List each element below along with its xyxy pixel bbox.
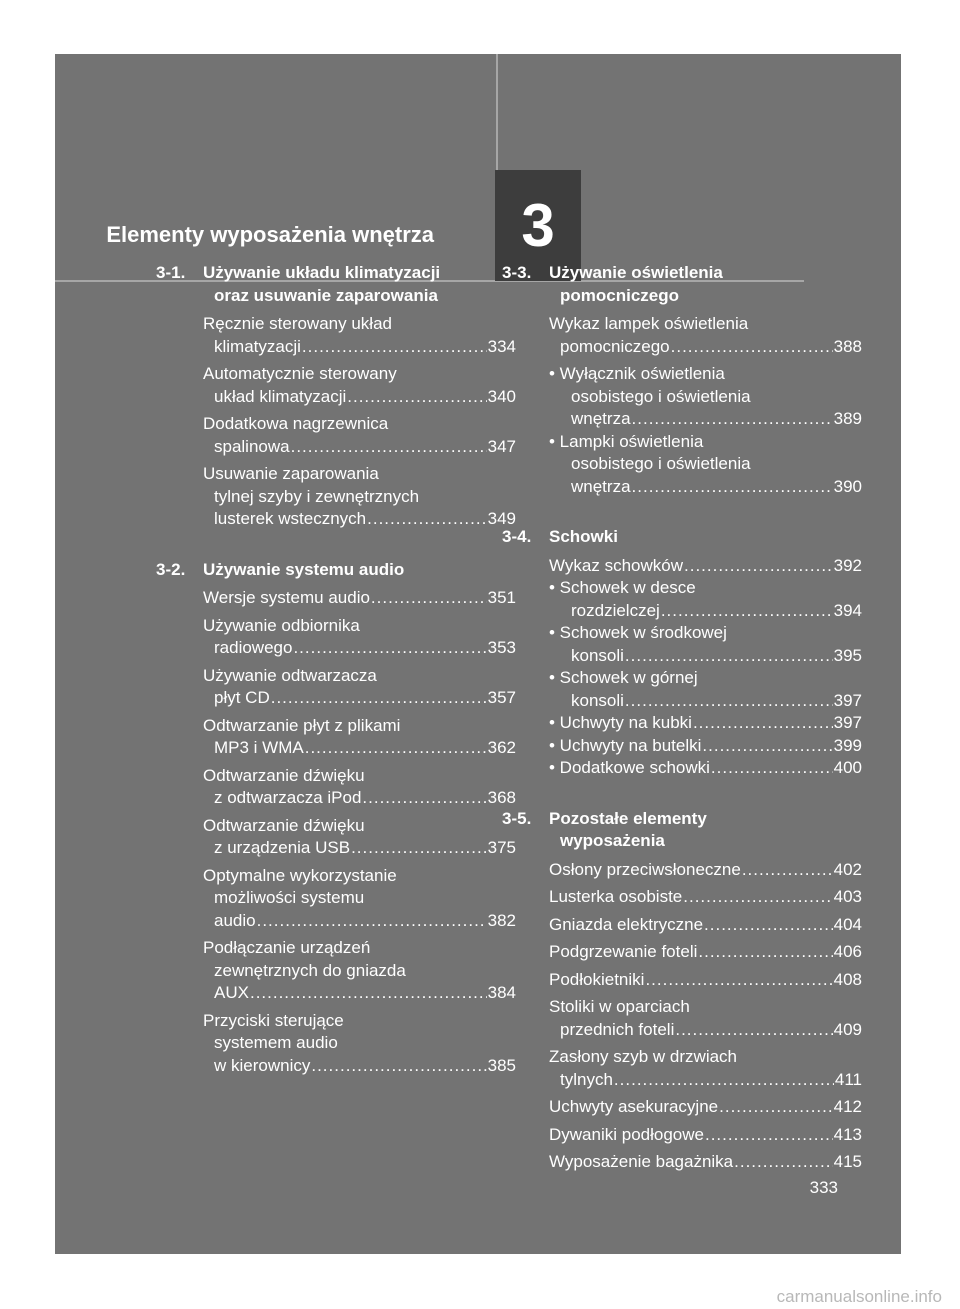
entry-text: Wersje systemu audio [203,588,370,607]
toc-entry-line: Przyciski sterujące [203,1010,344,1030]
toc-entry [203,587,516,610]
section-title-line: Używanie układu klimatyzacji [203,263,441,282]
entry-page-number: 347 [487,436,516,456]
dot-leader [625,645,833,668]
dot-leader [250,982,487,1005]
toc-entry-line-leader [549,969,862,992]
toc-entry-line: Odtwarzanie dźwięku [203,765,365,785]
dot-leader [671,336,833,359]
entry-text: audio [214,910,256,930]
toc-entry [203,665,516,710]
toc-right-column [502,262,862,1202]
toc-entry-line-leader [203,587,516,610]
toc-entry-line-leader [549,690,862,713]
toc-entry-line: Odtwarzanie płyt z plikami [203,715,401,735]
toc-entry-line-leader [549,914,862,937]
toc-entry [549,969,862,992]
toc-entry [549,1151,862,1174]
entry-text: konsoli [571,645,624,665]
entry-text: pomocniczego [560,336,670,356]
toc-entry-line: • Schowek w środkowej [549,623,727,642]
entry-text: Gniazda elektryczne [549,914,704,934]
entry-text: w kierownicy [214,1055,311,1075]
toc-entry-line: • Schowek w górnej [549,668,698,687]
section-number: 3-2. [156,559,186,579]
entry-page-number: 402 [833,859,862,879]
toc-entry-line: Automatycznie sterowany [203,364,397,383]
toc-entry-line-leader [549,886,862,909]
section-number: 3-5. [502,808,532,828]
toc-entry-line-leader [203,508,516,531]
toc-section [502,808,862,1174]
toc-entry-line: • Schowek w desce [549,578,696,597]
entry-page-number: 382 [487,910,516,930]
toc-entry-line-leader [203,1055,516,1078]
toc-entry-line: Używanie odbiornika [203,615,360,635]
dot-leader [347,386,486,409]
toc-entry-line-leader [203,436,516,459]
dot-leader [257,910,487,933]
dot-leader [704,914,833,937]
toc-entry [203,715,516,760]
toc-entry [549,313,862,358]
toc-entry-line-leader [549,1096,862,1119]
dot-leader [362,787,486,810]
toc-entry-line: Optymalne wykorzystanie [203,865,397,885]
dot-leader [271,687,487,710]
entry-page-number: 375 [487,838,516,857]
entry-page-number: 397 [833,690,862,710]
section-heading [502,808,862,853]
entry-text: AUX [214,983,249,1002]
toc-entry-line: Stoliki w oparciach [549,997,690,1016]
toc-entry-line: Zasłony szyb w drzwiach [549,1047,738,1066]
entry-page-number: 415 [833,1152,862,1171]
entry-text: tylnych [560,1069,613,1089]
section-heading [502,262,862,307]
section-number: 3-1. [156,263,186,282]
entry-page-number: 411 [834,1069,862,1089]
entry-text: radiowego [214,638,293,657]
dot-leader [632,476,833,499]
entry-text: wnętrza [571,476,631,496]
toc-entry [549,577,862,622]
toc-entry-line: Wykaz lampek oświetlenia [549,314,749,333]
toc-entry-line-leader [203,637,516,660]
entry-page-number: 403 [833,887,862,906]
toc-entry-line: możliwości systemu [214,888,365,907]
dot-leader [291,436,487,459]
toc-entry [549,757,862,780]
toc-entry-line-leader [203,982,516,1005]
toc-entry [203,463,516,531]
dot-leader [734,1151,832,1174]
toc-entry-line: Usuwanie zaparowania [203,464,379,483]
section-title-line: Używanie systemu audio [203,559,405,579]
section-title-line: wyposażenia [560,831,665,850]
toc-entry-line-leader [203,787,516,810]
dot-leader [742,859,833,882]
toc-entry [549,941,862,964]
entry-page-number: 400 [833,758,862,777]
section-title-line: oraz usuwanie zaparowania [214,285,438,305]
toc-left-column [156,262,516,1105]
entry-page-number: 340 [487,386,516,406]
toc-entry-line-leader [203,737,516,760]
entry-page-number: 406 [833,942,862,961]
dot-leader [683,886,832,909]
section-number: 3-4. [502,527,532,546]
toc-entry-line-leader [203,910,516,933]
toc-entry-line: • Wyłącznik oświetlenia [549,364,725,383]
toc-entry-line-leader [549,555,862,578]
entry-text: rozdzielczej [571,600,660,620]
toc-entry [203,363,516,408]
entry-page-number: 395 [833,645,862,665]
entry-page-number: 408 [833,969,862,989]
entry-text: wnętrza [571,409,631,428]
entry-text: MP3 i WMA [214,738,304,757]
toc-entry [203,865,516,933]
dot-leader [719,1096,833,1119]
toc-entry [203,815,516,860]
toc-entry [549,914,862,937]
page-number: 333 [809,1178,838,1197]
dot-leader [698,941,832,964]
toc-entry [549,996,862,1041]
entry-page-number: 384 [487,983,516,1002]
section-title-line: Pozostałe elementy [549,808,707,828]
toc-entry-line-leader [203,687,516,710]
toc-entry [203,313,516,358]
dot-leader [711,757,833,780]
dot-leader [625,690,833,713]
section-title-line: pomocniczego [560,285,680,305]
toc-entry-line: Podłączanie urządzeń [203,938,371,957]
toc-entry-line-leader [549,757,862,780]
dot-leader [702,735,832,758]
section-heading [156,559,516,582]
toc-entry-line: osobistego i oświetlenia [571,386,751,406]
dot-leader [632,408,833,431]
toc-entry-line-leader [549,1124,862,1147]
dot-leader [351,837,487,860]
toc-entry [203,615,516,660]
toc-entry [549,1124,862,1147]
entry-text: z odtwarzacza iPod [214,788,362,807]
toc-entry-line: Ręcznie sterowany układ [203,314,392,333]
entry-page-number: 388 [833,336,862,356]
entry-text: Podłokietniki [549,969,645,989]
entry-text: Podgrzewanie foteli [549,942,698,961]
entry-page-number: 404 [833,914,862,934]
entry-text: • Uchwyty na kubki [549,713,692,732]
section-title [203,559,516,582]
toc-entry [549,622,862,667]
section-title-line: Używanie oświetlenia [549,263,723,282]
toc-section [502,262,862,498]
dot-leader [302,336,487,359]
toc-entry-line-leader [549,645,862,668]
toc-section [156,559,516,1078]
entry-text: Wyposażenie bagażnika [549,1152,734,1171]
dot-leader [645,969,832,992]
toc-entry-line-leader [549,476,862,499]
toc-entry [549,431,862,499]
entry-page-number: 409 [833,1019,862,1039]
toc-entry [203,413,516,458]
entry-page-number: 385 [487,1055,516,1075]
entry-text: płyt CD [214,688,270,707]
toc-entry-line-leader [549,408,862,431]
section-title [203,262,516,307]
dot-leader [684,555,833,578]
toc-entry [549,1096,862,1119]
toc-entry [203,1010,516,1078]
toc-entry [549,1046,862,1091]
section-heading [502,526,862,549]
entry-page-number: 412 [833,1097,862,1116]
toc-entry [549,667,862,712]
toc-entry-line-leader [203,336,516,359]
dot-leader [367,508,487,531]
entry-page-number: 413 [833,1124,862,1144]
entry-page-number: 362 [487,738,516,757]
entry-text: konsoli [571,690,624,710]
entry-page-number: 390 [833,476,862,496]
entry-page-number: 389 [833,409,862,428]
entry-page-number: 392 [833,555,862,575]
section-title [549,526,862,549]
toc-entry-line: • Lampki oświetlenia [549,431,704,451]
dot-leader [705,1124,833,1147]
entry-text: z urządzenia USB [214,838,351,857]
toc-entry-line-leader [203,386,516,409]
toc-entry [549,712,862,735]
toc-entry-line-leader [549,735,862,758]
entry-page-number: 351 [487,588,516,607]
toc-entry [549,859,862,882]
chapter-number-box: 3 [495,170,581,281]
dot-leader [675,1019,832,1042]
entry-text: • Uchwyty na butelki [549,735,702,755]
toc-entry-line: osobistego i oświetlenia [571,454,751,473]
toc-entry-line: zewnętrznych do gniazda [214,960,406,980]
entry-text: układ klimatyzacji [214,386,347,406]
dot-leader [371,587,487,610]
section-heading [156,262,516,307]
manual-page [55,54,901,1254]
toc-entry [203,765,516,810]
entry-text: Uchwyty asekuracyjne [549,1097,719,1116]
entry-text: Lusterka osobiste [549,887,683,906]
toc-entry-line: tylnej szyby i zewnętrznych [214,486,420,506]
toc-entry-line-leader [549,859,862,882]
section-title [549,262,862,307]
entry-text: lusterek wstecznych [214,509,367,528]
entry-page-number: 394 [833,600,862,620]
toc-entry-line-leader [549,600,862,623]
toc-entry [549,735,862,758]
toc-entry-line: Odtwarzanie dźwięku [203,815,365,835]
toc-entry-line: Dodatkowa nagrzewnica [203,414,389,433]
section-title-line: Schowki [549,527,618,546]
entry-page-number: 353 [487,638,516,657]
watermark: carmanualsonline.info [776,1287,942,1306]
entry-text: spalinowa [214,436,290,456]
section-title [549,808,862,853]
entry-page-number: 368 [487,788,516,807]
toc-entry-line: Używanie odtwarzacza [203,665,377,685]
toc-section [502,526,862,780]
toc-entry-line-leader [549,712,862,735]
entry-page-number: 349 [487,509,516,528]
entry-page-number: 357 [487,688,516,707]
chapter-title: Elementy wyposażenia wnętrza [106,222,434,247]
entry-text: przednich foteli [560,1019,675,1039]
toc-entry-line: systemem audio [214,1033,338,1052]
toc-entry-line-leader [549,1151,862,1174]
toc-entry-line-leader [549,336,862,359]
entry-text: Dywaniki podłogowe [549,1124,704,1144]
toc-entry-line-leader [549,1019,862,1042]
toc-entry-line-leader [203,837,516,860]
dot-leader [293,637,486,660]
dot-leader [661,600,833,623]
entry-page-number: 397 [833,713,862,732]
entry-text: klimatyzacji [214,336,301,356]
toc-section [156,262,516,531]
entry-text: Wykaz schowków [549,555,683,575]
entry-page-number: 399 [833,735,862,755]
dot-leader [693,712,833,735]
dot-leader [305,737,487,760]
toc-entry-line-leader [549,1069,862,1092]
entry-text: Osłony przeciwsłoneczne [549,859,741,879]
toc-entry [549,363,862,431]
entry-page-number: 334 [487,336,516,356]
section-number: 3-3. [502,263,532,282]
entry-text: • Dodatkowe schowki [549,758,710,777]
toc-entry-line-leader [549,941,862,964]
toc-entry [203,937,516,1005]
toc-entry [549,555,862,578]
dot-leader [614,1069,834,1092]
dot-leader [311,1055,486,1078]
toc-entry [549,886,862,909]
